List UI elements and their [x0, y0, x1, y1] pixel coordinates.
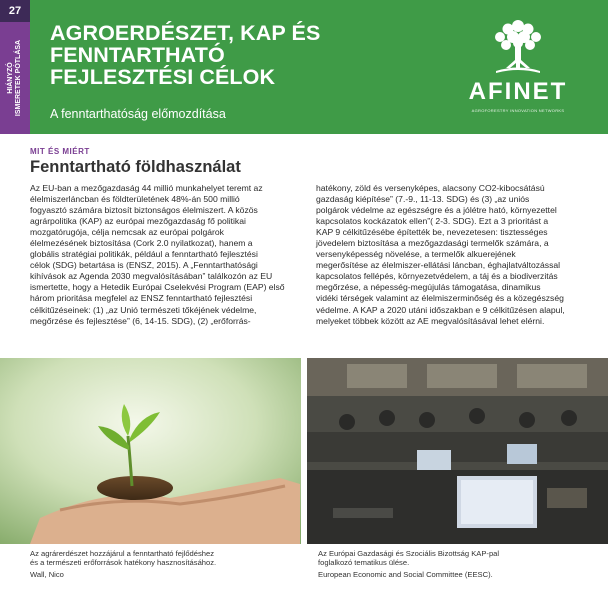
body-line: célkitűzéseinek: (1) „az Unió természeti tőkéjének védelme, — [30, 304, 257, 315]
caption-line: Az agrárerdészet hozzájárul a fenntartható fejlődéshez — [30, 549, 215, 558]
page-title — [50, 22, 390, 88]
body-column-right — [316, 183, 586, 327]
section-tab-label — [7, 40, 23, 116]
body-line: megőrzése, a népesség-megújulás támogatása, dinamikus — [316, 282, 541, 293]
logo-name: AFINET — [468, 78, 568, 105]
body-line: versenyképesség növelése, a termelők alkuerejének — [316, 249, 516, 260]
body-line: kapcsolatos fellépés, környezetvédelem, a táj és a biodiverzitás — [316, 271, 558, 282]
title-line-3: FEJLESZTÉSI CÉLOK — [50, 65, 276, 89]
caption-credit: Wall, Nico — [30, 569, 64, 579]
body-line: fogyasztó számára biztosít biztonságos élelmiszert. A közös — [30, 205, 258, 216]
body-line: KAP 9 célkitűzésébe építették be, nevezetesen: tisztességes — [316, 227, 548, 238]
body-line: célok (SDG) betartása is (ENSZ, 2015). A „Fenntarthatósági — [30, 260, 258, 271]
afinet-logo — [448, 16, 588, 116]
photo-hand-with-seedling — [0, 358, 301, 544]
section-kicker: MIT ÉS MIÉRT — [30, 147, 90, 156]
caption-line: Az Európai Gazdasági és Szociális Bizottság KAP-pal — [318, 549, 500, 558]
page-subtitle: A fenntarthatóság előmozdítása — [50, 107, 226, 121]
caption-line: és a természeti erőforrások hatékony hasznosításához. — [30, 558, 217, 568]
body-line: élelmezésének biztosítása (Cork 2.0 nyilatkozat), hanem a — [30, 238, 253, 249]
title-line-1: AGROERDÉSZET, KAP ÉS — [50, 21, 321, 45]
caption-right — [318, 549, 499, 579]
body-line: globális stratégiai politikák, például a fenntartható fejlesztési — [30, 249, 258, 260]
body-line: kihívások az Agenda 2030 megvalósításában” találkozón az EU — [30, 271, 273, 282]
body-line: melyeket többek között az AE megvalósításával lehet elérni. — [316, 315, 545, 326]
body-line: védelme. A KAP a 2020 utáni időszakban e 9 célkitűzésen alapul, — [316, 304, 565, 315]
body-line: megerősítése az élelmiszer-ellátási láncban, éghajlatváltozással — [316, 260, 561, 271]
tree-logo-icon — [488, 16, 548, 76]
body-line: hatékony, zöld és versenyképes, alacsony CO2-kibocsátású — [316, 183, 545, 193]
caption-left — [30, 549, 216, 579]
body-line: polgárok védelme az egészségre és a jólétre ható, környezettel — [316, 205, 557, 216]
body-line: mozgatórugója, célja nemcsak az európai polgárok — [30, 227, 224, 238]
page-number: 27 — [0, 0, 30, 22]
logo-tagline: AGROFORESTRY INNOVATION NETWORKS — [471, 108, 565, 113]
body-line: kapcsolatos kockázatok ellen”( 2-3. SDG). Ezt a 3 prioritást a — [316, 216, 549, 227]
body-line: jövedelem biztosítása a mezőgazdasági termelők számára, a — [316, 238, 549, 249]
body-line: három prioritása megfelel az ENSZ fenntartható fejlesztési — [30, 293, 253, 304]
section-tab-line2: ISMERETEK PÓTLÁSA — [15, 39, 22, 117]
body-line: megőrzése és fejlesztése” (6, 14-15. SDG), (2) „erőforrás- — [30, 315, 251, 326]
body-line: vidéki térségek valamint az élelmiszerminőség és a közegészség — [316, 293, 564, 304]
body-line: agrárpolitika (KAP) az európai mezőgazdaság fő politikai — [30, 216, 246, 227]
section-tab-line1: HIÁNYZÓ — [7, 62, 14, 94]
body-column-left — [30, 183, 300, 327]
body-line: gazdaság kiépítése” (7.-9., 11-13. SDG) és (3) „az uniós — [316, 194, 530, 205]
title-line-2: FENNTARTHATÓ — [50, 43, 225, 67]
body-line: ismertette, hogy a Hetedik Európai Cselekvési Program (EAP) első — [30, 282, 285, 293]
photo-committee-meeting — [307, 358, 608, 544]
body-line: Az EU-ban a mezőgazdaság 44 millió munkahelyet teremt az — [30, 183, 263, 193]
body-line: élelmiszerláncban és földterületének 48%-án 500 millió — [30, 194, 240, 205]
caption-line: foglalkozó tematikus ülése. — [318, 558, 410, 568]
header-banner — [30, 0, 608, 134]
sidebar — [0, 0, 30, 134]
section-title: Fenntartható földhasználat — [30, 158, 241, 176]
caption-credit: European Economic and Social Committee (EESC). — [318, 569, 493, 579]
